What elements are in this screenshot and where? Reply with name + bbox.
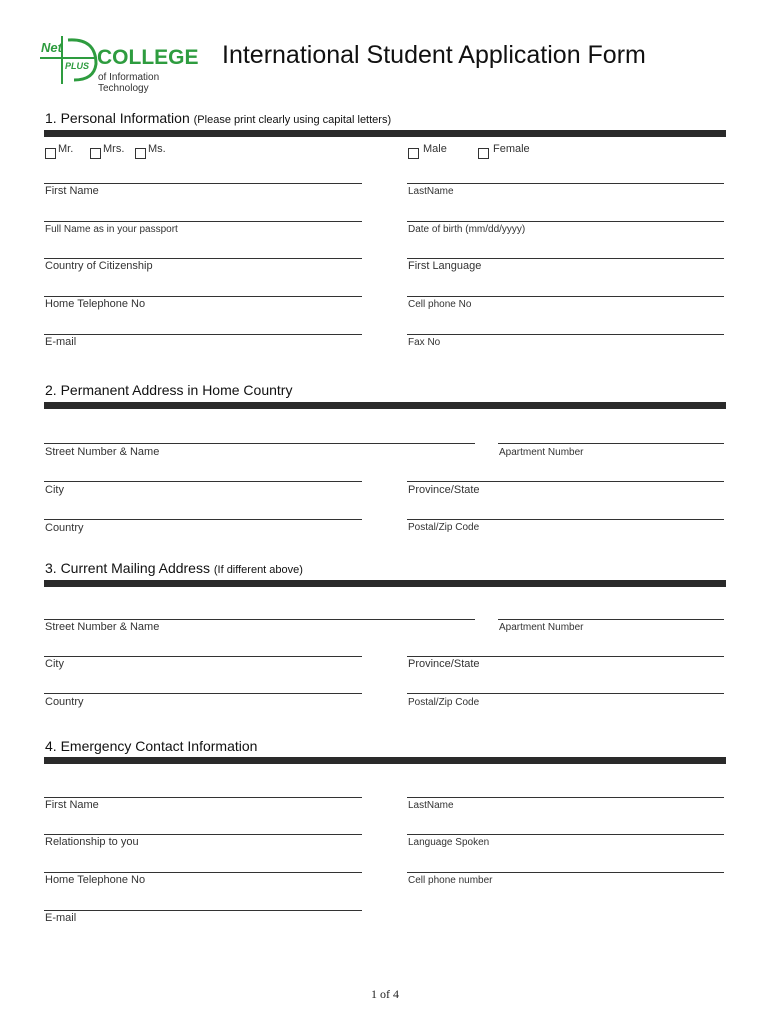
mail-apt-label: Apartment Number — [499, 622, 584, 633]
section-mailing-title — [45, 560, 303, 576]
label-female: Female — [493, 143, 530, 155]
email-label: E-mail — [45, 336, 77, 348]
label-male: Male — [423, 143, 447, 155]
section-mailing-heading: 3. Current Mailing Address — [45, 560, 210, 576]
section-emergency-divider — [44, 757, 726, 764]
mail-country-field[interactable] — [44, 693, 362, 694]
home-phone-label: Home Telephone No — [45, 298, 146, 310]
page-number: 1 of 4 — [371, 987, 399, 1001]
first-language-field[interactable] — [407, 258, 724, 259]
emerg-relationship-field[interactable] — [44, 834, 362, 835]
section-personal-divider — [44, 130, 726, 137]
emerg-language-field[interactable] — [407, 834, 724, 835]
mail-apt-field[interactable] — [498, 619, 724, 620]
perm-apt-label: Apartment Number — [499, 447, 584, 458]
perm-province-field[interactable] — [407, 481, 724, 482]
cell-phone-label: Cell phone No — [408, 299, 472, 310]
section-permanent-divider — [44, 402, 726, 409]
mail-province-label: Province/State — [408, 658, 480, 670]
email-field[interactable] — [44, 334, 362, 335]
label-ms: Ms. — [148, 143, 166, 155]
fax-field[interactable] — [407, 334, 724, 335]
logo-net: Net — [41, 40, 62, 55]
mail-street-field[interactable] — [44, 619, 475, 620]
emerg-home-phone-field[interactable] — [44, 872, 362, 873]
dob-label: Date of birth (mm/dd/yyyy) — [408, 224, 526, 235]
mail-street-label: Street Number & Name — [45, 621, 160, 633]
logo-college: COLLEGE — [97, 46, 199, 69]
emerg-cell-phone-field[interactable] — [407, 872, 724, 873]
perm-city-label: City — [45, 484, 64, 496]
section-permanent-title: 2. Permanent Address in Home Country — [45, 382, 293, 398]
mail-city-field[interactable] — [44, 656, 362, 657]
emerg-email-label: E-mail — [45, 912, 77, 924]
college-logo — [38, 34, 208, 94]
last-name-label: LastName — [408, 186, 454, 197]
first-name-field[interactable] — [44, 183, 362, 184]
perm-country-field[interactable] — [44, 519, 362, 520]
page-title: International Student Application Form — [222, 41, 646, 69]
emerg-language-label: Language Spoken — [408, 837, 490, 848]
logo-plus: PLUS — [65, 61, 90, 71]
country-citizenship-label: Country of Citizenship — [45, 260, 153, 272]
first-language-label: First Language — [408, 260, 482, 272]
perm-street-label: Street Number & Name — [45, 446, 160, 458]
checkbox-mrs[interactable] — [90, 148, 101, 159]
section-personal-heading: 1. Personal Information — [45, 110, 190, 126]
perm-country-label: Country — [45, 522, 84, 534]
section-personal-title — [45, 110, 391, 126]
section-mailing-divider — [44, 580, 726, 587]
mail-province-field[interactable] — [407, 656, 724, 657]
label-mrs: Mrs. — [103, 143, 125, 155]
emerg-email-field[interactable] — [44, 910, 362, 911]
perm-province-label: Province/State — [408, 484, 480, 496]
section-personal-note: (Please print clearly using capital letters) — [193, 114, 392, 126]
emerg-relationship-label: Relationship to you — [45, 836, 139, 848]
logo-subtitle: of Information Technology — [98, 72, 160, 94]
mail-country-label: Country — [45, 696, 84, 708]
emerg-last-name-label: LastName — [408, 800, 454, 811]
label-mr: Mr. — [58, 143, 74, 155]
checkbox-mr[interactable] — [45, 148, 56, 159]
emerg-cell-phone-label: Cell phone number — [408, 875, 493, 886]
country-citizenship-field[interactable] — [44, 258, 362, 259]
checkbox-female[interactable] — [478, 148, 489, 159]
emerg-first-name-field[interactable] — [44, 797, 362, 798]
section-emergency-title: 4. Emergency Contact Information — [45, 738, 258, 754]
checkbox-ms[interactable] — [135, 148, 146, 159]
emerg-home-phone-label: Home Telephone No — [45, 874, 146, 886]
mail-postal-field[interactable] — [407, 693, 724, 694]
mail-postal-label: Postal/Zip Code — [408, 697, 480, 708]
emerg-first-name-label: First Name — [45, 799, 99, 811]
first-name-label: First Name — [45, 185, 99, 197]
perm-city-field[interactable] — [44, 481, 362, 482]
perm-street-field[interactable] — [44, 443, 475, 444]
mail-city-label: City — [45, 658, 64, 670]
perm-postal-field[interactable] — [407, 519, 724, 520]
fax-label: Fax No — [408, 337, 441, 348]
emerg-last-name-field[interactable] — [407, 797, 724, 798]
home-phone-field[interactable] — [44, 296, 362, 297]
perm-apt-field[interactable] — [498, 443, 724, 444]
perm-postal-label: Postal/Zip Code — [408, 522, 480, 533]
full-name-field[interactable] — [44, 221, 362, 222]
full-name-label: Full Name as in your passport — [45, 224, 178, 235]
last-name-field[interactable] — [407, 183, 724, 184]
cell-phone-field[interactable] — [407, 296, 724, 297]
dob-field[interactable] — [407, 221, 724, 222]
section-mailing-note: (If different above) — [213, 564, 303, 576]
checkbox-male[interactable] — [408, 148, 419, 159]
